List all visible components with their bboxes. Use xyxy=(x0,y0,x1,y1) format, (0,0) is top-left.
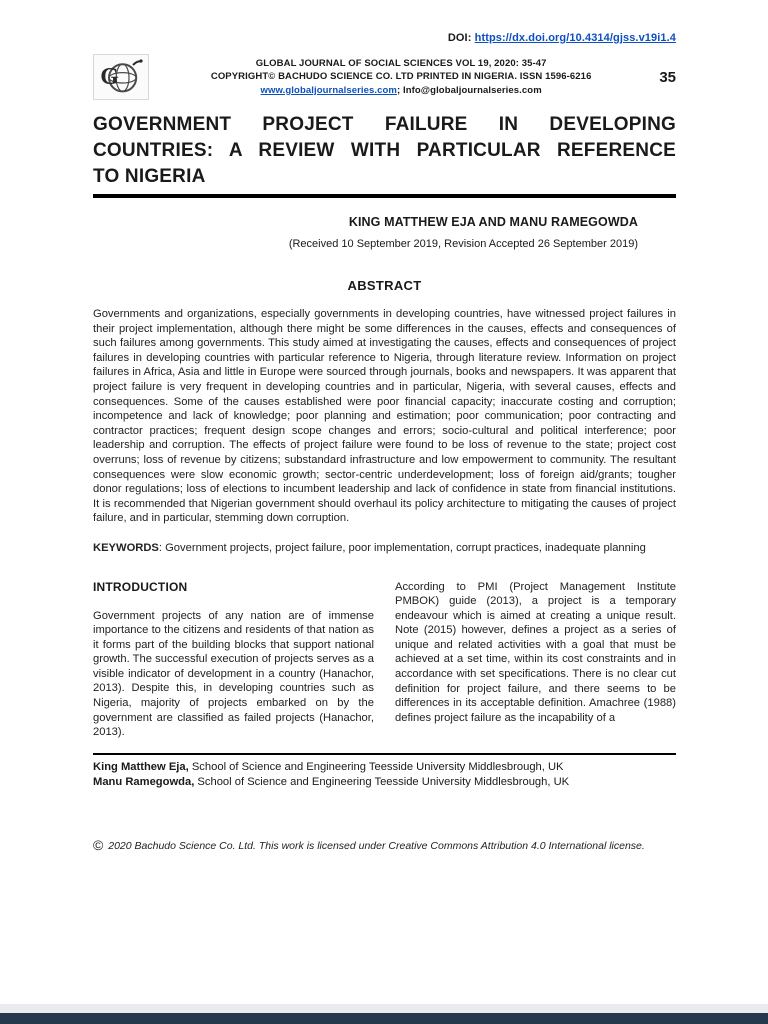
journal-title-line: GLOBAL JOURNAL OF SOCIAL SCIENCES VOL 19, 2020: 35-47 xyxy=(255,57,547,69)
title-line-1: GOVERNMENT PROJECT FAILURE IN DEVELOPING xyxy=(93,114,676,135)
page-gutter xyxy=(0,1004,768,1013)
left-column xyxy=(93,580,374,740)
affiliation-text: School of Science and Engineering Teesside University Middlesbrough, UK xyxy=(188,760,564,773)
journal-copyright-line: COPYRIGHT© BACHUDO SCIENCE CO. LTD PRINTED IN NIGERIA. ISSN 1596-6216 xyxy=(210,71,592,83)
journal-logo xyxy=(93,54,149,100)
title-line-2: COUNTRIES: A REVIEW WITH PARTICULAR REFERENCE xyxy=(93,140,676,161)
authors-line: KING MATTHEW EJA AND MANU RAMEGOWDA xyxy=(348,215,638,229)
abstract-heading: ABSTRACT xyxy=(347,278,422,293)
journal-header xyxy=(93,54,676,100)
keywords-line xyxy=(93,541,676,556)
affiliation-row xyxy=(93,775,676,791)
license-text: 2020 Bachudo Science Co. Ltd. This work is licensed under Creative Commons Attribution 4.0 International license. xyxy=(105,839,645,852)
journal-email: ; Info@globaljournalseries.com xyxy=(396,84,542,96)
affiliation-author-name: King Matthew Eja, xyxy=(93,760,189,773)
introduction-left-paragraph: Government projects of any nation are of immense importance to the citizens and residents of that nation as it forms part of the building blocks that support national growth. The successful execution of projects serves as a visible indicator of development in a country (Hanachor, 2013). Despite this, in developing countries such as Nigeria, majority of projects embarked on by the government are classified as failed projects (Hanachor, 2013). xyxy=(93,609,374,739)
introduction-heading: INTRODUCTION xyxy=(93,579,188,594)
title-line-3: TO NIGERIA xyxy=(93,166,206,187)
abstract-text: Governments and organizations, especially governments in developing countries, have witnessed project failures in their project implementation, although there might be some differences in the causes, effects and consequences of such failures among governments. This study aimed at investigating the causes, effects and consequences of project failures in developing countries with particular reference to Nigeria, through literature review. Information on project failures in Africa, Asia and little in Europe were sourced through journals, books and newspapers. It was apparent that project failure is very frequent in developing countries and in particular, Nigeria, with several causes, effects and consequences. Some of the causes established were poor financial capacity; inaccurate costing and corruption; incompetence and lack of knowledge; poor planning and estimation; poor communication; poor contracting and contractor practices; frequent design scope changes and errors; socio-cultural and political interference; poor leadership and corruption. The effects of project failure were found to be loss of revenue to the state; project cost overruns; loss of revenue by citizens; substandard infrastructure and low empowerment to community. The resultant consequences were slow economic growth; sector-centric underdevelopment; loss of foreign aid/grants; tougher donor regulations; loss of elections to incumbent leadership and lack of confidence in state from financial institutions. It is recommended that Nigerian government should overhaul its policy architecture to mitigating the causes of project failure, and in particular, stemming down corruption. xyxy=(93,308,676,525)
doi-label: DOI: xyxy=(447,32,472,44)
received-line: (Received 10 September 2019, Revision Accepted 26 September 2019) xyxy=(288,238,638,250)
page-number: 35 xyxy=(659,68,676,86)
introduction-right-paragraph: According to PMI (Project Management Institute PMBOK) guide (2013), a project is a temporary endeavour which is aimed at creating a unique result. Note (2015) however, defines a project as a series of unique and related activities with a goal that must be achieved at a set time, within its cost constraints and in accordance with set specifications. There is no clear cut definition for project failure, and there seems to be differences in its acceptable definition. Amachree (1988) defines project failure as the incapability of a xyxy=(395,580,676,724)
affiliation-text: School of Science and Engineering Teesside University Middlesbrough, UK xyxy=(194,776,570,789)
doi-link[interactable]: https://dx.doi.org/10.4314/gjss.v19i1.4 xyxy=(474,32,676,44)
license-line xyxy=(93,837,676,853)
svg-text:G: G xyxy=(100,64,119,91)
journal-website-link[interactable]: www.globaljournalseries.com xyxy=(260,84,397,96)
affiliation-row xyxy=(93,760,676,776)
keywords-text: : Government projects, project failure, poor implementation, corrupt practices, inadequate planning xyxy=(158,541,646,554)
doi-line xyxy=(93,32,676,44)
keywords-label: KEYWORDS xyxy=(93,541,159,554)
right-column xyxy=(395,580,676,740)
journal-masthead xyxy=(149,57,653,98)
article-title xyxy=(93,112,676,198)
copyright-symbol: © xyxy=(93,836,104,853)
affiliations-block xyxy=(93,753,676,791)
viewer-toolbar-edge xyxy=(0,1013,768,1024)
affiliation-author-name: Manu Ramegowda, xyxy=(93,776,195,789)
two-column-section xyxy=(93,580,676,740)
journal-contact-line xyxy=(157,84,645,98)
globe-logo-icon xyxy=(97,57,145,97)
